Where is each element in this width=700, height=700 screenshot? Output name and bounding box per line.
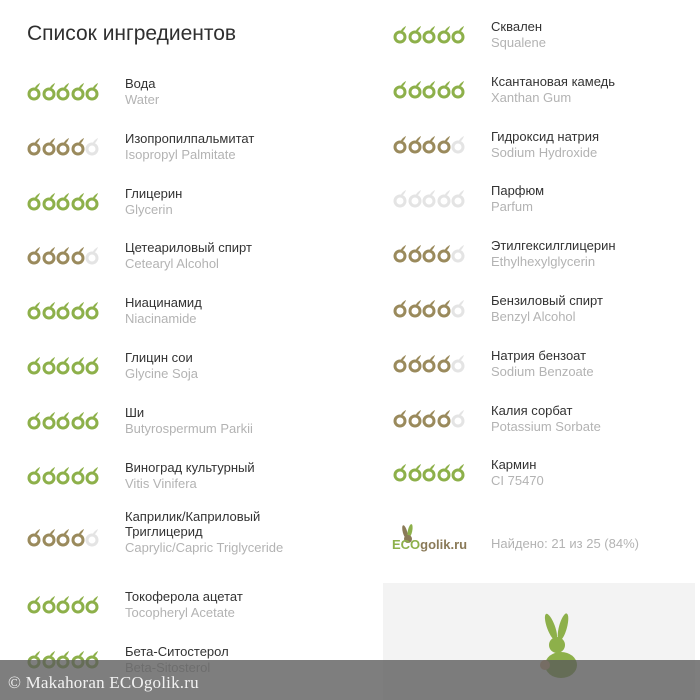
leaf-rating-icon bbox=[408, 24, 422, 44]
leaf-rating-icon bbox=[27, 136, 41, 156]
leaf-rating-icon bbox=[422, 243, 436, 263]
ingredient-name-ru: Кармин bbox=[491, 457, 537, 473]
ingredient-name-ru: Вода bbox=[125, 76, 156, 91]
ingredient-name-ru: Цетеариловый спирт bbox=[125, 240, 252, 256]
leaf-rating-icon bbox=[451, 462, 465, 482]
leaf-rating-icon bbox=[451, 188, 465, 208]
leaf-rating-icon bbox=[42, 300, 56, 320]
ingredient-name-en: Sodium Benzoate bbox=[491, 363, 594, 379]
ingredient-name-ru: Парфюм bbox=[491, 183, 545, 199]
ingredient-name-en: Cetearyl Alcohol bbox=[125, 256, 219, 272]
leaf-rating-icon bbox=[422, 79, 436, 99]
leaf-rating-icon bbox=[71, 465, 85, 485]
leaf-rating-icon bbox=[437, 353, 451, 373]
leaf-rating-icon bbox=[408, 134, 422, 154]
logo-domain: golik.ru bbox=[420, 537, 468, 552]
leaf-rating-icon bbox=[422, 134, 436, 154]
ingredient-name-en: Benzyl Alcohol bbox=[491, 309, 576, 324]
ingredient-name-ru: Глицин сои bbox=[125, 350, 193, 365]
leaf-rating-icon bbox=[393, 24, 407, 44]
leaf-rating-icon bbox=[71, 136, 85, 156]
leaf-rating-icon bbox=[56, 465, 70, 485]
leaf-rating-icon bbox=[27, 245, 41, 265]
leaf-rating-icon bbox=[42, 81, 56, 101]
leaf-rating-icon bbox=[42, 191, 56, 211]
ingredient-names bbox=[125, 350, 330, 381]
leaf-rating-icon bbox=[85, 465, 99, 485]
leaf-rating-icon bbox=[85, 355, 99, 375]
ingredient-name-en: Tocopheryl Acetate bbox=[125, 605, 235, 621]
watermark-bar bbox=[0, 660, 700, 700]
leaf-rating-icon bbox=[56, 245, 70, 265]
ingredient-name-en: Sodium Hydroxide bbox=[491, 144, 598, 160]
leaf-rating-icon bbox=[27, 410, 41, 430]
ingredient-name-ru: Токоферола ацетат bbox=[125, 589, 243, 605]
leaf-rating-icon bbox=[437, 408, 451, 428]
leaf-rating-icon bbox=[393, 462, 407, 482]
leaf-rating-icon bbox=[408, 408, 422, 428]
leaf-rating-icon bbox=[408, 298, 422, 318]
leaf-rating-icon bbox=[393, 79, 407, 99]
leaf-rating-icon bbox=[408, 79, 422, 99]
leaf-rating-icon bbox=[437, 134, 451, 154]
ingredient-name-en: Ethylhexylglycerin bbox=[491, 254, 596, 270]
leaf-rating-icon bbox=[85, 191, 99, 211]
ingredient-name-en: Glycerin bbox=[125, 201, 173, 217]
leaf-rating-icon bbox=[451, 24, 465, 44]
leaf-rating-icon bbox=[56, 136, 70, 156]
page-title: Список ингредиентов bbox=[27, 22, 237, 45]
ingredient-name-ru: Бензиловый спирт bbox=[491, 293, 603, 308]
leaf-rating-icon bbox=[408, 353, 422, 373]
leaf-rating-icon bbox=[393, 298, 407, 318]
leaf-rating-icon bbox=[422, 353, 436, 373]
leaf-rating-icon bbox=[408, 188, 422, 208]
leaf-rating-icon bbox=[437, 79, 451, 99]
ingredient-names bbox=[125, 405, 330, 436]
leaf-rating-icon bbox=[27, 527, 41, 547]
ingredient-name-en: CI 75470 bbox=[491, 473, 544, 489]
leaf-rating-icon bbox=[42, 136, 56, 156]
leaf-rating-icon bbox=[71, 355, 85, 375]
ingredient-names bbox=[125, 76, 330, 107]
leaf-rating-icon bbox=[393, 408, 407, 428]
ingredient-name-en: Niacinamide bbox=[125, 311, 197, 327]
leaf-rating-icon bbox=[27, 465, 41, 485]
found-summary: Найдено: 21 из 25 (84%) bbox=[491, 536, 639, 551]
ingredient-names bbox=[125, 240, 330, 271]
ingredient-name-ru: Ксантановая камедь bbox=[491, 73, 616, 89]
leaf-rating-icon bbox=[56, 191, 70, 211]
leaf-rating-icon bbox=[437, 188, 451, 208]
leaf-rating-icon bbox=[408, 462, 422, 482]
ingredient-name-ru: Ниацинамид bbox=[125, 295, 202, 311]
leaf-rating-icon bbox=[393, 243, 407, 263]
leaf-rating-icon bbox=[27, 355, 41, 375]
leaf-rating-icon bbox=[56, 410, 70, 430]
leaf-rating-icon bbox=[42, 594, 56, 614]
ingredient-names bbox=[491, 238, 696, 269]
leaf-rating-icon bbox=[85, 410, 99, 430]
ingredient-name-en: Potassium Sorbate bbox=[491, 418, 601, 434]
leaf-rating-icon bbox=[56, 300, 70, 320]
leaf-rating-icon bbox=[42, 245, 56, 265]
leaf-rating-icon bbox=[451, 134, 465, 154]
ecogolik-logo[interactable] bbox=[392, 522, 474, 563]
ingredient-names bbox=[125, 460, 330, 491]
leaf-rating-icon bbox=[71, 300, 85, 320]
leaf-rating-icon bbox=[27, 594, 41, 614]
leaf-rating-icon bbox=[42, 465, 56, 485]
ingredient-names bbox=[125, 509, 330, 555]
ingredient-names bbox=[125, 131, 330, 162]
leaf-rating-icon bbox=[437, 462, 451, 482]
leaf-rating-icon bbox=[56, 594, 70, 614]
leaf-rating-icon bbox=[393, 188, 407, 208]
ingredient-name-ru: Каприлик/Каприловый Триглицерид bbox=[125, 509, 261, 540]
leaf-rating-icon bbox=[393, 353, 407, 373]
ingredient-names bbox=[125, 295, 330, 326]
leaf-rating-icon bbox=[27, 81, 41, 101]
ingredient-name-ru: Натрия бензоат bbox=[491, 347, 587, 363]
leaf-rating-icon bbox=[85, 594, 99, 614]
leaf-rating-icon bbox=[451, 243, 465, 263]
leaf-rating-icon bbox=[451, 298, 465, 318]
ingredient-name-ru: Глицерин bbox=[125, 185, 183, 201]
ingredient-name-en: Parfum bbox=[491, 199, 533, 215]
ingredient-name-en: Isopropyl Palmitate bbox=[125, 146, 236, 162]
leaf-rating-icon bbox=[56, 81, 70, 101]
leaf-rating-icon bbox=[27, 300, 41, 320]
leaf-rating-icon bbox=[451, 353, 465, 373]
leaf-rating-icon bbox=[85, 136, 99, 156]
leaf-rating-icon bbox=[437, 298, 451, 318]
ingredient-name-ru: Сквален bbox=[491, 19, 543, 34]
ingredient-names bbox=[491, 183, 696, 214]
leaf-rating-icon bbox=[85, 527, 99, 547]
leaf-rating-icon bbox=[71, 191, 85, 211]
leaf-rating-icon bbox=[393, 134, 407, 154]
leaf-rating-icon bbox=[42, 355, 56, 375]
leaf-rating-icon bbox=[422, 298, 436, 318]
leaf-rating-icon bbox=[42, 410, 56, 430]
leaf-rating-icon bbox=[85, 81, 99, 101]
leaf-rating-icon bbox=[71, 527, 85, 547]
ingredient-name-en: Water bbox=[125, 92, 160, 107]
ingredient-name-ru: Этилгексилглицерин bbox=[491, 238, 616, 254]
ingredient-names bbox=[491, 19, 696, 50]
leaf-rating-icon bbox=[85, 300, 99, 320]
leaf-rating-icon bbox=[71, 245, 85, 265]
leaf-rating-icon bbox=[56, 355, 70, 375]
ingredient-names bbox=[125, 186, 330, 217]
watermark-text: © Makahoran ECOgolik.ru bbox=[8, 673, 199, 692]
leaf-rating-icon bbox=[451, 408, 465, 428]
leaf-rating-icon bbox=[71, 594, 85, 614]
leaf-rating-icon bbox=[422, 24, 436, 44]
leaf-rating-icon bbox=[451, 79, 465, 99]
ingredient-names bbox=[491, 129, 696, 160]
leaf-rating-icon bbox=[437, 243, 451, 263]
leaf-rating-icon bbox=[42, 527, 56, 547]
leaf-rating-icon bbox=[422, 188, 436, 208]
ingredient-name-ru: Бета-Ситостерол bbox=[125, 644, 229, 659]
ingredient-names bbox=[125, 589, 330, 620]
ingredient-names bbox=[491, 403, 696, 434]
ingredient-name-en: Xanthan Gum bbox=[491, 89, 572, 105]
ingredient-names bbox=[491, 348, 696, 379]
leaf-rating-icon bbox=[85, 245, 99, 265]
ingredient-name-ru: Ши bbox=[125, 404, 145, 420]
ingredient-name-en: Caprylic/Capric Triglyceride bbox=[125, 540, 284, 556]
logo-prefix: ECO bbox=[392, 537, 421, 552]
ingredient-name-ru: Калия сорбат bbox=[491, 402, 573, 418]
ingredient-name-ru: Гидроксид натрия bbox=[491, 128, 600, 144]
ingredient-name-en: Vitis Vinifera bbox=[125, 475, 197, 491]
ingredient-names bbox=[491, 457, 696, 488]
ingredient-names bbox=[491, 74, 696, 105]
ingredient-name-ru: Изопропилпальмитат bbox=[125, 130, 255, 146]
leaf-rating-icon bbox=[422, 408, 436, 428]
leaf-rating-icon bbox=[408, 243, 422, 263]
leaf-rating-icon bbox=[437, 24, 451, 44]
ingredient-name-ru: Виноград культурный bbox=[125, 459, 255, 475]
leaf-rating-icon bbox=[56, 527, 70, 547]
leaf-rating-icon bbox=[27, 191, 41, 211]
leaf-rating-icon bbox=[422, 462, 436, 482]
leaf-rating-icon bbox=[71, 410, 85, 430]
leaf-rating-icon bbox=[71, 81, 85, 101]
ingredient-names bbox=[491, 293, 696, 324]
ingredient-name-en: Butyrospermum Parkii bbox=[125, 420, 253, 436]
ingredient-name-en: Squalene bbox=[491, 35, 546, 50]
ingredient-name-en: Glycine Soja bbox=[125, 366, 198, 381]
